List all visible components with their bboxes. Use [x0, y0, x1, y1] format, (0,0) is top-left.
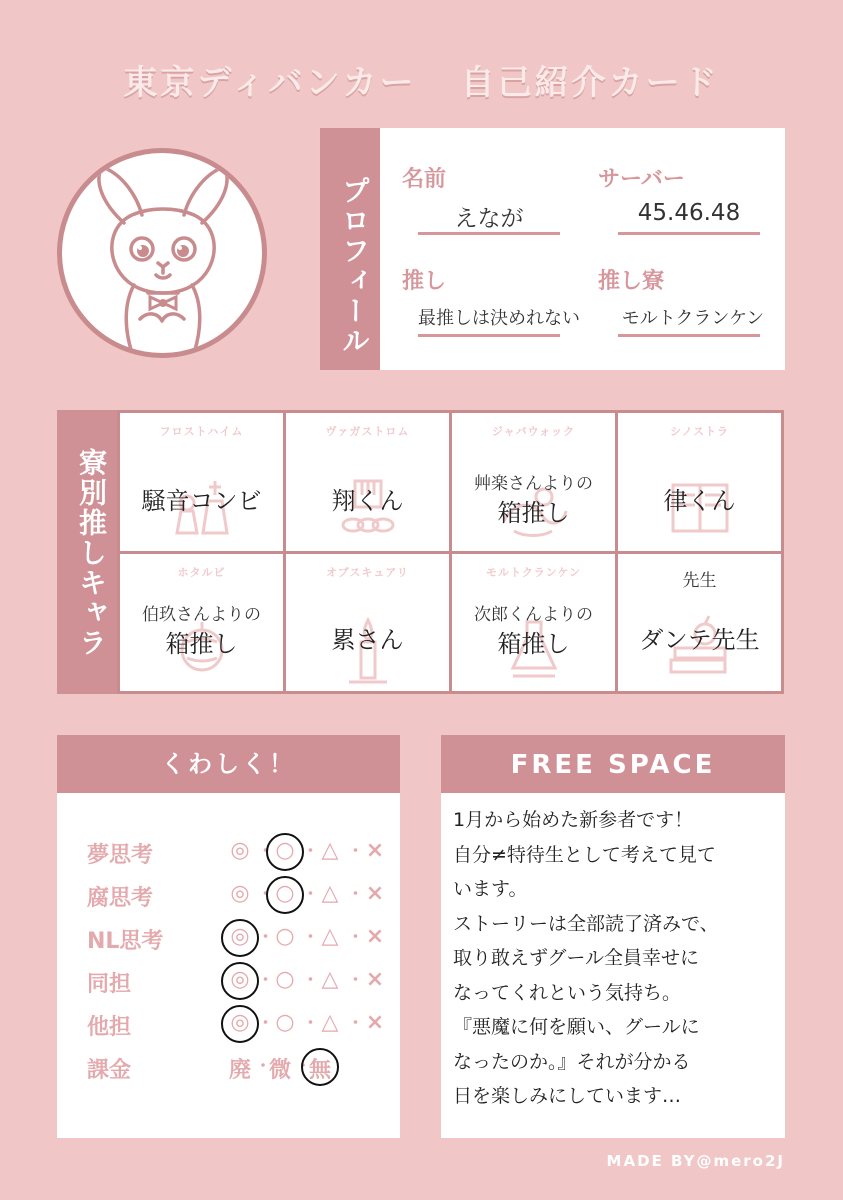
dorm-cell-sub: 艸楽さんよりの: [474, 474, 593, 494]
free-space-line: 1月から始めた新参者です！: [453, 809, 694, 831]
dorm-grid-tab: [57, 410, 117, 694]
detail-option: ○: [275, 1010, 295, 1035]
detail-option: ◎: [230, 924, 250, 949]
detail-option: ×: [365, 838, 385, 863]
free-space-box: [441, 793, 785, 1138]
detail-separator: ・: [302, 884, 319, 903]
free-space-header: FREE SPACE: [441, 735, 785, 793]
detail-option: △: [321, 924, 339, 949]
selected-circle: [266, 876, 304, 914]
dorm-name: ヴァガストロム: [325, 425, 410, 438]
dorm-cell-hotarubi: [120, 554, 283, 692]
detail-separator: ・: [302, 841, 319, 860]
profile-card: [380, 128, 785, 370]
rabbit-icon: [62, 153, 262, 353]
selected-circle: [266, 833, 304, 871]
detail-option: ◎: [230, 838, 250, 863]
dorm-cell-jabberwock: [452, 413, 615, 551]
detail-option: ×: [365, 924, 385, 949]
oshi-value: 最推しは決めれない: [418, 308, 580, 329]
title-game: 東京ディバンカー: [123, 63, 417, 103]
name-label: 名前: [402, 167, 447, 192]
detail-row-label: 同担: [87, 972, 132, 997]
detail-option: ◎: [230, 967, 250, 992]
detail-separator: ・: [255, 1056, 272, 1075]
avatar: [57, 148, 267, 358]
free-space-line: なったのか。』それが分かる: [453, 1050, 691, 1073]
credit: MADE BY@mero2J: [606, 1152, 785, 1170]
dorm-cell-main: 騒音コンビ: [141, 487, 262, 515]
detail-option: 微: [268, 1058, 291, 1083]
free-space-line: 取り敢えずグール全員幸せに: [453, 947, 700, 969]
dorm-grid: [117, 410, 784, 694]
oshi-dorm-label: 推し寮: [598, 269, 665, 294]
free-space-line: ストーリーは全部読了済みで、: [453, 912, 719, 935]
detail-option: ◎: [230, 881, 250, 906]
detail-separator: ・: [257, 927, 274, 946]
dorm-cell-main: 累さん: [331, 625, 404, 654]
selected-circle: [221, 919, 259, 957]
dorm-cell-main: ダンテ先生: [639, 625, 760, 654]
detail-row-label: 腐思考: [87, 886, 154, 911]
name-value: えなが: [454, 206, 524, 232]
selected-circle: [221, 1005, 259, 1043]
detail-row-label: 課金: [87, 1058, 132, 1083]
detail-separator: ・: [302, 927, 319, 946]
detail-option: △: [321, 1010, 339, 1035]
oshi-dorm-value: モルトクランケン: [621, 308, 765, 329]
dorm-cell-sub: 先生: [682, 570, 717, 591]
detail-separator: ・: [347, 841, 364, 860]
dorm-cell-main: 箱推し: [497, 629, 570, 658]
dorm-name: フロストハイム: [159, 425, 244, 438]
detail-option: ○: [275, 838, 295, 863]
dorm-cell-sinostra: [618, 413, 781, 551]
detail-separator: ・: [257, 1013, 274, 1032]
dorm-cell-main: 箱推し: [165, 629, 238, 658]
dorm-cell-vagastrom: [286, 413, 449, 551]
detail-option: 廃: [228, 1058, 251, 1083]
details-box: [57, 793, 400, 1138]
detail-option: ○: [275, 967, 295, 992]
free-space-line: なってくれという気持ち。: [453, 981, 682, 1004]
dorm-cell-obscurary: [286, 554, 449, 692]
page-title: [0, 55, 843, 104]
dorm-name: オブスキュアリ: [326, 565, 409, 579]
server-underline: [618, 232, 760, 235]
dorm-name: モルトクランケン: [485, 565, 581, 579]
server-value: 45.46.48: [637, 200, 741, 226]
detail-option: △: [321, 881, 339, 906]
dorm-cell-main: 箱推し: [497, 499, 570, 527]
detail-option: ×: [365, 1010, 385, 1035]
detail-separator: ・: [302, 1013, 319, 1032]
dorm-cell-main: 律くん: [663, 487, 736, 515]
dorm-cell-sub: 次郎くんよりの: [474, 604, 593, 625]
dorm-cell-teacher: [618, 554, 781, 692]
detail-option: ○: [275, 881, 295, 906]
title-card: 自己紹介カード: [460, 63, 720, 103]
detail-separator: ・: [347, 1013, 364, 1032]
free-space-line: 自分≠特待生として考えて見て: [453, 843, 716, 866]
dorm-grid-tab-label: 寮別推しキャラ: [75, 448, 108, 658]
detail-separator: ・: [257, 841, 274, 860]
detail-separator: ・: [295, 1056, 312, 1075]
details-header: くわしく！: [57, 735, 400, 793]
detail-separator: ・: [347, 884, 364, 903]
dorm-cell-frostheim: [120, 413, 283, 551]
detail-option: ×: [365, 881, 385, 906]
dorm-name: ジャバウォック: [491, 425, 576, 438]
selected-circle: [221, 962, 259, 1000]
detail-option: △: [321, 838, 339, 863]
detail-option: △: [321, 967, 339, 992]
detail-row-label: NL思考: [87, 929, 164, 954]
profile-tab-label: プロフィール: [338, 176, 371, 356]
detail-option: 無: [308, 1058, 331, 1083]
free-space-line: 日を楽しみにしています…: [453, 1085, 682, 1107]
detail-option: ×: [365, 967, 385, 992]
server-label: サーバー: [598, 167, 685, 192]
name-underline: [418, 232, 560, 235]
detail-option: ○: [275, 924, 295, 949]
free-space-line: 『悪魔に何を願い、グールに: [453, 1016, 700, 1038]
profile-tab: [320, 128, 380, 370]
oshi-label: 推し: [402, 269, 447, 294]
dorm-cell-sub: 伯玖さんよりの: [142, 604, 261, 625]
oshi-underline: [418, 334, 560, 337]
detail-separator: ・: [347, 927, 364, 946]
dorm-cell-main: 翔くん: [331, 487, 404, 515]
detail-row-label: 夢思考: [87, 843, 154, 868]
selected-circle: [301, 1048, 339, 1086]
detail-row-label: 他担: [87, 1015, 132, 1040]
detail-separator: ・: [347, 970, 364, 989]
dorm-cell-moltkranken: [452, 554, 615, 692]
oshi-dorm-underline: [618, 334, 760, 337]
detail-separator: ・: [257, 884, 274, 903]
detail-separator: ・: [302, 970, 319, 989]
dorm-name: ホタルビ: [177, 565, 226, 579]
detail-separator: ・: [257, 970, 274, 989]
dorm-name: シノストラ: [669, 425, 730, 438]
detail-option: ◎: [230, 1010, 250, 1035]
free-space-line: います。: [453, 878, 528, 900]
